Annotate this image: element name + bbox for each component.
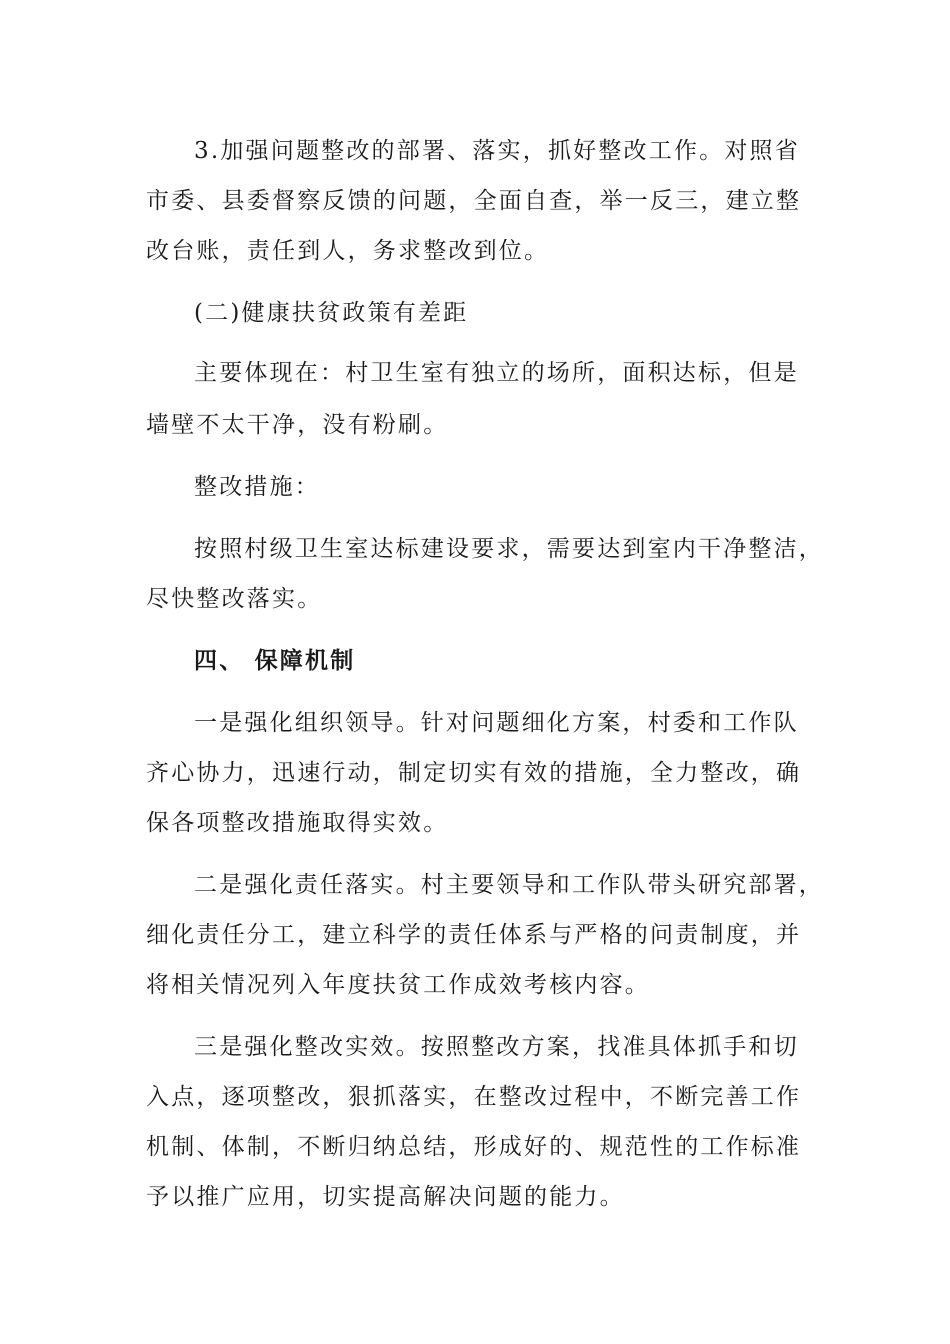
paragraph-line: 将相关情况列入年度扶贫工作成效考核内容。: [146, 972, 650, 998]
paragraph-line: 按照村级卫生室达标建设要求，需要达到室内干净整洁，: [194, 536, 824, 562]
paragraph-line: 细化责任分工，建立科学的责任体系与严格的问责制度，并: [146, 922, 802, 948]
paragraph-line: 整改措施：: [194, 474, 320, 500]
paragraph-line: 齐心协力，迅速行动，制定切实有效的措施，全力整改，确: [146, 760, 802, 786]
paragraph-line: 主要体现在：村卫生室有独立的场所，面积达标，但是: [194, 360, 799, 386]
section-subheading: (二)健康扶贫政策有差距: [194, 300, 469, 326]
paragraph-line: 3.加强问题整改的部署、落实，抓好整改工作。对照省: [194, 138, 800, 164]
paragraph-line: 三是强化整改实效。按照整改方案，找准具体抓手和切: [194, 1034, 799, 1060]
paragraph-line: 予以推广应用，切实提高解决问题的能力。: [146, 1184, 625, 1210]
paragraph-line: 机制、体制，不断归纳总结，形成好的、规范性的工作标准: [146, 1134, 802, 1160]
paragraph-line: 市委、县委督察反馈的问题，全面自查，举一反三，建立整: [146, 188, 802, 214]
section-heading: 四、 保障机制: [194, 647, 356, 674]
paragraph-line: 墙壁不太干净，没有粉刷。: [146, 412, 449, 438]
paragraph-line: 改台账，责任到人，务求整改到位。: [146, 238, 550, 264]
paragraph-line: 尽快整改落实。: [146, 586, 323, 612]
paragraph-line: 一是强化组织领导。针对问题细化方案，村委和工作队: [194, 710, 799, 736]
paragraph-line: 入点，逐项整改，狠抓落实，在整改过程中，不断完善工作: [146, 1084, 802, 1110]
paragraph-line: 二是强化责任落实。村主要领导和工作队带头研究部署，: [194, 872, 824, 898]
paragraph-line: 保各项整改措施取得实效。: [146, 810, 449, 836]
